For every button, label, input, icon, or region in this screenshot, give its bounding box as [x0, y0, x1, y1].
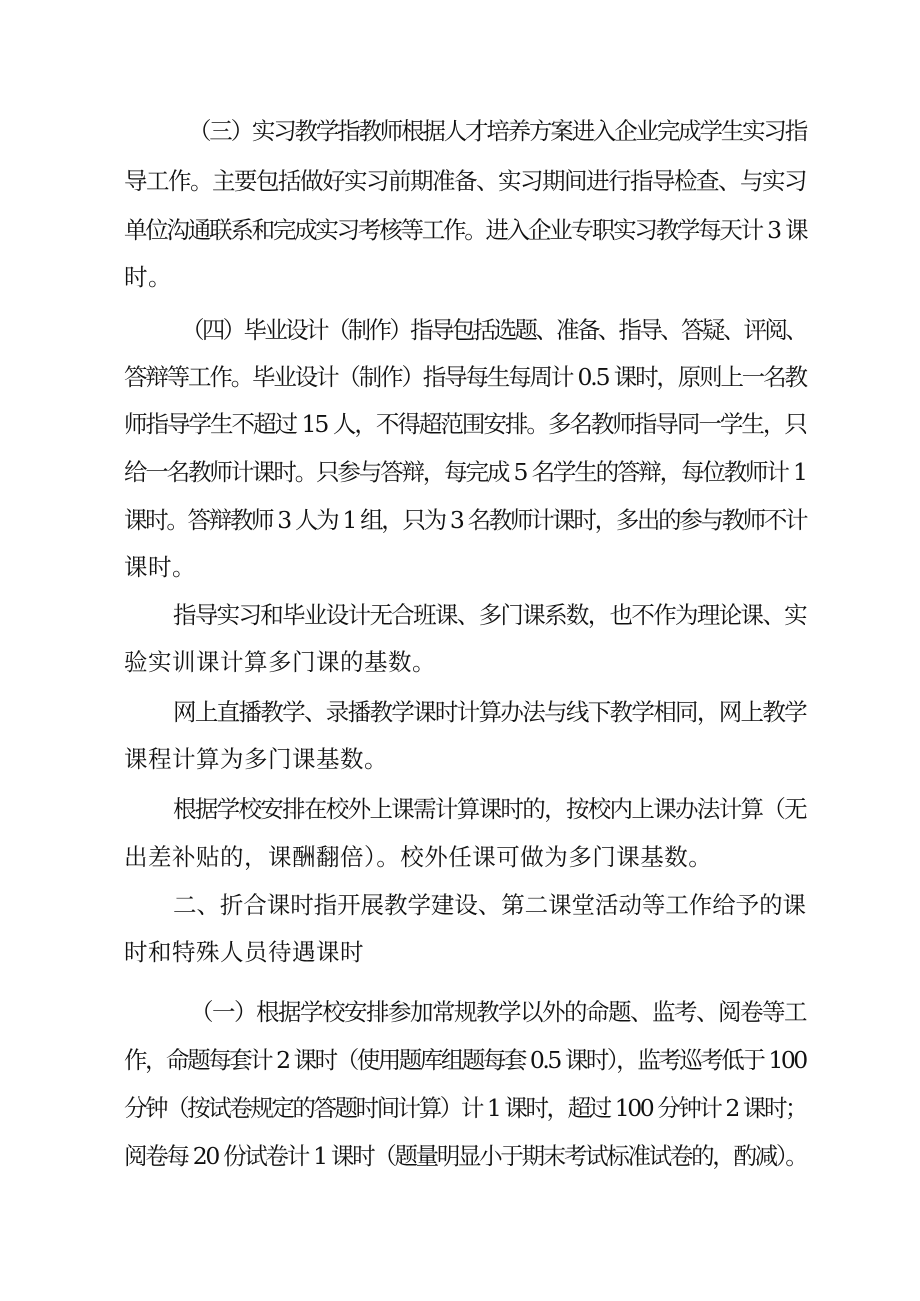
text-line: （三）实习教学指教师根据人才培养方案进入企业完成学生实习指	[188, 117, 806, 145]
text-line: 作，命题每套计 2 课时（使用题库组题每套 0.5 课时），监考巡考低于 100	[124, 1046, 806, 1074]
text-line: 导工作。主要包括做好实习前期准备、实习期间进行指导检查、与实习	[124, 167, 806, 195]
text-line: 阅卷每 20 份试卷计 1 课时（题量明显小于期末考试标准试卷的，酌减）。	[124, 1142, 807, 1170]
text-line: 根据学校安排在校外上课需计算课时的，按校内上课办法计算（无	[173, 795, 806, 823]
text-line: （四）毕业设计（制作）指导包括选题、准备、指导、答疑、评阅、	[181, 316, 806, 344]
text-line: 课程计算为多门课基数。	[124, 745, 388, 773]
text-line: 给一名教师计课时。只参与答辩，每完成 5 名学生的答辩，每位教师计 1	[124, 458, 806, 486]
text-line: 课时。	[124, 553, 196, 581]
text-line: 师指导学生不超过 15 人，不得超范围安排。多名教师指导同一学生，只	[124, 410, 806, 438]
text-line: 课时。答辩教师 3 人为 1 组，只为 3 名教师计课时，多出的参与教师不计	[124, 506, 807, 534]
text-line: 验实训课计算多门课的基数。	[124, 648, 436, 676]
text-line: 网上直播教学、录播教学课时计算办法与线下教学相同，网上教学	[173, 698, 806, 726]
text-line: 时和特殊人员待遇课时	[124, 938, 364, 966]
text-line: 二、折合课时指开展教学建设、第二课堂活动等工作给予的课	[173, 891, 806, 919]
text-line: 单位沟通联系和完成实习考核等工作。进入企业专职实习教学每天计 3 课	[124, 216, 807, 244]
text-line: 时。	[124, 263, 172, 291]
text-line: 指导实习和毕业设计无合班课、多门课系数，也不作为理论课、实	[173, 601, 806, 629]
text-line: 出差补贴的，课酬翻倍）。校外任课可做为多门课基数。	[124, 843, 713, 871]
text-line: 答辩等工作。毕业设计（制作）指导每生每周计 0.5 课时，原则上一名教	[124, 363, 806, 391]
text-line: （一）根据学校安排参加常规教学以外的命题、监考、阅卷等工	[190, 998, 806, 1026]
text-line: 分钟（按试卷规定的答题时间计算）计 1 课时，超过 100 分钟计 2 课时；	[124, 1094, 807, 1122]
